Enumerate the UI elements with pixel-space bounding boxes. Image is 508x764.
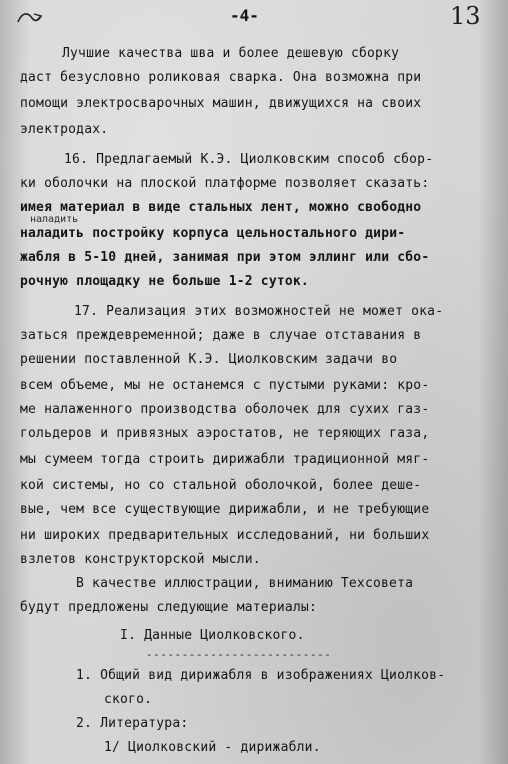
text-line: будут предложены следующие материалы:	[20, 600, 317, 615]
text-line: наладить постройку корпуса цельностального дири-	[20, 226, 406, 241]
list-item: 2. Литература:	[76, 716, 189, 731]
list-item: 1/ Циолковский - дирижабли.	[104, 740, 321, 755]
list-item: 1. Общий вид дирижабля в изображениях Циолков-	[76, 668, 446, 683]
dash-rule: --------------------------	[146, 648, 332, 661]
text-line: В качестве иллюстрации, вниманию Техсовета	[76, 576, 414, 591]
section-heading: I. Данные Циолковского.	[120, 628, 305, 643]
text-line: помощи электросварочных машин, движущихся на своих	[20, 96, 422, 111]
text-line: даст безусловно роликовая сварка. Она возможна при	[20, 70, 422, 85]
text-line: гольдеров и привязных аэростатов, не теряющих газа,	[20, 426, 430, 441]
text-line: 17. Реализация этих возможностей не может ока-	[74, 304, 444, 319]
corner-mark-icon	[14, 10, 44, 28]
folio-number: 13	[450, 2, 481, 30]
handwritten-correction: наладить	[30, 214, 79, 225]
text-line: кой системы, но со стальной оболочкой, более деше-	[20, 478, 422, 493]
text-line: мы сумеем тогда строить дирижабли традиционной мяг-	[20, 452, 430, 467]
text-line: имея материал в виде стальных лент, можно свободно	[20, 200, 422, 215]
text-line: решении поставленной К.Э. Циолковским задачи во	[20, 352, 398, 367]
text-line: ни широких предварительных исследований, ни больших	[20, 528, 430, 543]
text-line: Лучшие качества шва и более дешевую сборку	[62, 46, 400, 61]
text-line: ме налаженного производства оболочек для сухих газ-	[20, 402, 430, 417]
list-item-continuation: ского.	[104, 692, 153, 707]
text-line: жабля в 5-10 дней, занимая при этом эллинг или сбо-	[20, 250, 430, 265]
text-line: рочную площадку не больше 1-2 суток.	[20, 274, 309, 289]
text-line: взлетов конструкторской мысли.	[20, 552, 261, 567]
text-line: вые, чем все существующие дирижабли, и не требующие	[20, 502, 430, 517]
text-line: всем объеме, мы не останемся с пустыми руками: кро-	[20, 378, 430, 393]
text-line: электродах.	[20, 122, 109, 137]
text-line: заться преждевременной; даже в случае отставания в	[20, 328, 422, 343]
text-line: ки оболочки на плоской платформе позволяет сказать:	[20, 176, 430, 191]
text-line: 16. Предлагаемый К.Э. Циолковским способ сбор-	[64, 152, 434, 167]
page-number: -4-	[230, 6, 259, 25]
